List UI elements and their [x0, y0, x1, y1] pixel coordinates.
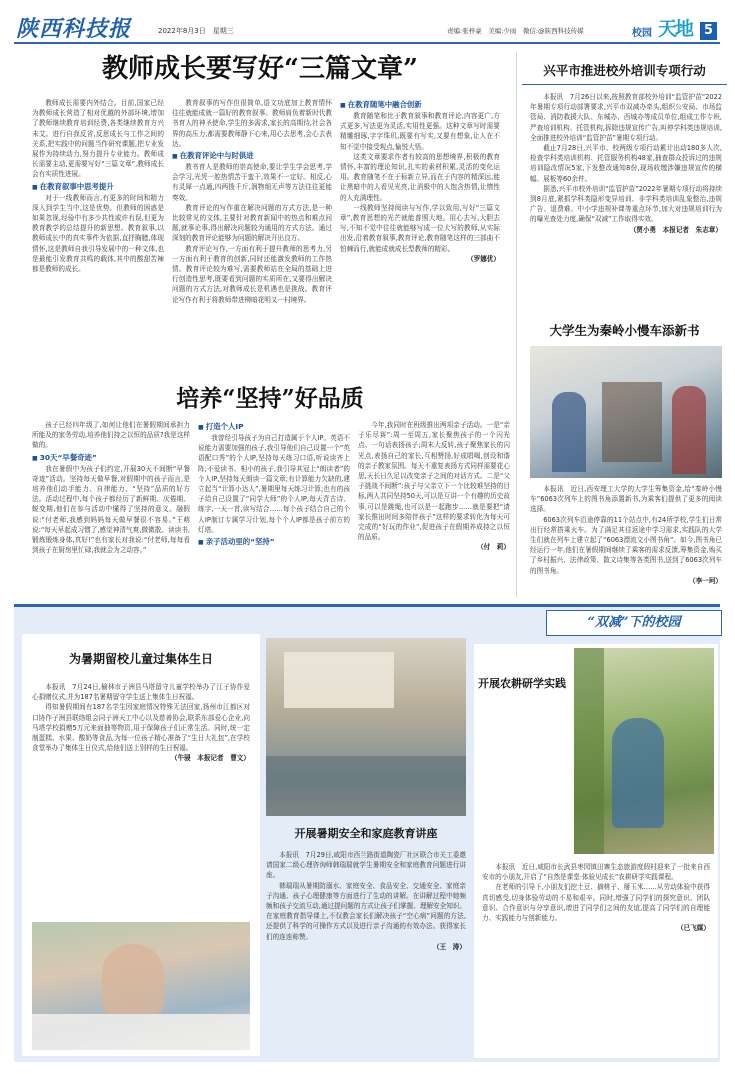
- paragraph: 截止7月28日,兴平市、校两级专项行动累计出动180多人次,检查学科类培训机构、托管服务机构48家,抽查群众投诉过的违规培训隐改情况5家,下发整改通知8份,现场收缴涉嫌违规宣传的横幅、展板等60余件。: [530, 144, 722, 183]
- screen-shape: [284, 652, 394, 708]
- student-figure: [672, 386, 706, 474]
- issue-date: 2022年8月3日 星期三: [158, 27, 234, 35]
- corn-plant: [574, 648, 604, 854]
- paragraph: 我曾经引导孩子为自己打造属于个人IP。英语不说能力需要加强的孩子,我引导他们自己设置一个“英语配口秀”的个人IP,坚持每天练习口语,听说读齐上阵;不爱读书、相小的孩子,我引导其冠上“朗读者”的个人IP,坚持每天朗读一篇文章;有计算能力欠缺的,建立起当“计算小达人”,暑期里每天练习计算;也有的孩子给自己设置了“同学大师”的个人IP,每天背古诗、练字,一天一首,读写结合……每个孩子结合自己的个人IP制订专属学习计划,每个个人IP都是孩子前方的灯塔。: [198, 434, 350, 534]
- paragraph: 教师成长需要内外结合。目前,国家已经为教师成长营造了相对优越的外部环境,增加了教师继续教育培训经费,各类继续教育方兴未艾。进行自我反省,反思成长与工作之间的关系,把实践中的问题当作研究课题,把专业发展作为持续动力,努力提升专业能力。教师成长需要主动,更需要写好“三篇文章”,教师成长会有实质性进展。: [32, 99, 164, 179]
- subheading: ■ 亲子活动里的“坚持”: [198, 536, 350, 548]
- paragraph: 本报讯 7月26日以来,按照教育部校外培训“监管护苗”2022年暑期专项行动部署要求,兴平市双减办牵头,组织公安局、市场监管局、消防救援大队、东城办、西城办等成员单位,组成工作专班,严查培训机构、托管机构,拆除违规宣传广告,叫停学科类违规培训,全面推进校外培训“监管护苗”暑期专项行动。: [530, 93, 722, 142]
- paragraph: 韩瑞瑞从暑期防溺水、家庭安全、食品安全、交通安全、家庭亲子沟通、孩子心理健康等方面进行了生动的讲解。在讲解过程中她频频和孩子交流互动,通过提问题的方式让孩子们掌握、理解安全知识。在家庭教育指导课上,不仅教会家长们解决孩子“空心病”问题的方法,还提供了科学的可操作方式以及进行亲子沟通的有效办法。获得家长们的连连称赞。: [266, 881, 466, 941]
- paragraph: 教书育人是教师的崇高使命,要让学生学会思考,学会学习,光凭一腔热情苦干蛮干,效果不一定好。相反,心有灵犀一点通,四两拨千斤,润物细无声等方法往往更能奏效。: [172, 163, 332, 202]
- section-tag-double-reduction: “双减”下的校园: [546, 610, 722, 636]
- headline-train-books: 大学生为秦岭小慢车添新书: [549, 323, 700, 338]
- paragraph: 本报讯 近日,西安理工大学的大学生筹集资金,给“秦岭小慢车”6063次列车上的图书角添置新书,为乘客们提供了更多的阅读选择。: [530, 485, 722, 514]
- paragraph: 6063次列车沿途停靠的11个站点中,有24所学校,学生们日常出行经常搭乘火车。为了满足其往返途中学习需求,实践队的大学生们就在列车上建立起了“6063漂流文小图书角”。如今,图书角已经运行一年,他们在暑假期间继续了乘客的需求反馈,筹集资金,购买了乡村振兴、法律政策、散文诗集等各类图书,送到了6063次列车的图书角。: [530, 515, 722, 575]
- bookshelf-shape: [602, 382, 662, 462]
- article-birthday: [32, 682, 250, 914]
- page-number: 5: [700, 22, 717, 40]
- lecture-photo: [266, 638, 466, 816]
- byline: （李一珂）: [689, 576, 722, 585]
- section-label-large: 天地: [658, 18, 693, 40]
- headline-underline: [522, 84, 727, 85]
- subheading: ■ 在教育叙事中思考提升: [32, 181, 164, 193]
- farming-panel: [474, 644, 718, 1058]
- column-divider: [516, 52, 517, 597]
- paragraph: 得知暑假期间有187名学生因家庭情况特殊无法回家,扬州市江都区对口协作子洲县联络组会同子洲天工中心以及慈善协会,联系东部爱心企业,向马塔学校捐赠5万元来面抽等物资,用于保障孩子们正常生活。同时,统一定制蛋糕、水果、酸奶等食品,为每一位孩子精心准备了“生日大礼包”,在学校食堂举办了集体生日仪式,给他们送上别样的生日祝福。: [32, 703, 250, 753]
- headline-safety-lecture: 开展暑期安全和家庭教育讲座: [294, 827, 438, 840]
- byline: （付 莉）: [477, 543, 510, 552]
- headline-persistence: 培养“坚持”好品质: [176, 385, 364, 412]
- byline: （已飞媒）: [677, 924, 710, 933]
- subheading: ■ 30天“早餐奇迹”: [32, 452, 190, 464]
- paragraph: 教育随笔和比于教育叙事和教育评论,内容更广,方式更多,写法更为灵活,实用性更强。这种文章写时需要精雕细琢,字字珠玑,既要有写实,又要有想象,让人在不知不觉中接受观点,愉悦大悟。: [340, 112, 500, 151]
- paragraph: 本报讯 近日,咸阳市长武县枣园镇田寨生态旅游度假村迎来了一批来自西安市的小朋友,开启了“自然是课堂·体验见成长”农耕研学实践课程。: [482, 863, 710, 882]
- paragraph: 孩子已经四年级了,如何让他们在暑假期间承担力所能及的家务劳动,培养他们持之以恒的品质?我是这样做的。: [32, 421, 190, 450]
- headline-xingping: 兴平市推进校外培训专项行动: [543, 63, 706, 78]
- masthead-rule: [14, 42, 720, 44]
- article-xingping: [530, 92, 722, 358]
- masthead: [0, 0, 735, 46]
- byline: （贾小勇 本报记者 朱志章）: [629, 225, 722, 234]
- subheading: ■ 打造个人IP: [198, 421, 350, 433]
- subheading: ■ 在教育评论中与时俱进: [172, 150, 332, 162]
- article-farming: [482, 862, 710, 1052]
- article-train-books: [530, 484, 722, 592]
- paragraph: 教育叙事的写作但很简单,语文功底加上教育情怀往往就能成就一篇好的教育叙事。教师肩负着新时代教书育人的神圣使命,学生的多需求,家长的高期待,社会各界的高压力,都需要教师静下心来,用心去思考,会心去表达。: [172, 99, 332, 148]
- table-shape: [32, 1014, 250, 1050]
- paragraph: 本报讯 7月29日,咸阳市西兰路街道陶瓷厂社区联合市关工委邀请国家二级心理咨询师韩瑞瑞就学生暑期安全和家庭教育问题进行讲座。: [266, 851, 466, 880]
- headline-birthday: 为暑期留校儿童过集体生日: [68, 652, 213, 666]
- student-figure: [552, 392, 586, 472]
- farming-photo: [574, 648, 714, 854]
- train-library-photo: [530, 346, 722, 478]
- byline: （牛骎 本报记者 曹文）: [170, 754, 250, 763]
- paragraph: 据悉,兴平市校外培训“监管护苗”2022年暑期专项行动将持续到8月底,紧抓学科类隐形变异培训、非学科类培训乱象整治,违规广告、退费难、中小学违规补课等重点环节,加大对违规培训行为的曝光查处力度,确保“双减”工作取得实效。: [530, 184, 722, 224]
- paragraph: 我在暑假中为孩子们约定,开展30天不间断“早餐奇迹”活动。坚持每天做早餐,对假期中的孩子而言,是培养他们动手能力、自律能力、“坚持”品质的好方法。活动过程中,每个孩子都经历了新鲜期、厌倦期、蜕变期,他们在参与活动中懂得了坚持的意义。融假说:“付老师,我感到妈妈每天做早餐很不容易。”王萌说:“每天早起成习惯了,感觉神清气爽,微微散、读读书,锻炼锻炼身体,真好!”也有家长对我说:“付老师,每每看到孩子在厨房里忙碌,我就会为之动容。”: [32, 464, 190, 555]
- byline: （王 涛）: [433, 942, 466, 951]
- paragraph: 一线教师坚持阅读与写作,学以致用,写好“三篇文章”,教育思想的光芒就能普照大地。用心去写,大胆去写,不知不觉中往往就能够写成一位大写的教师,从实际出发,沿着教育叙事,教育评论,教育随笔这样的三部曲不怕棘而行,就能成就成长型教师的精彩。: [340, 203, 500, 253]
- paragraph: 今年,我同时在班级推出两项亲子活动。一是“亲子乐尽赛”:周一至周五,家长聚焦孩子的一个闪光点、一句话表扬孩子;周末大反转,孩子聚焦家长的闪光点,表扬自己的家长,互相赞扬,好成唱喝,创设和谐的亲子教家氛围。每天不重复表扬方式同样需要花心思,天长日久足以改变亲子之间的对话方式。二是“父子挑战不间断”:孩子与父亲立下一个比较难坚持的目标,两人共同坚持50天,可以是互讲一个有趣的历史故事,可以是跳绳,也可以是一起跑步……就是要把“请家长推出时间多陪伴孩子”这样的要求转化为每天可完成的“好玩的作业”,促进孩子在假期养成持之以恒的品质。: [358, 421, 510, 542]
- paragraph: 在老师的引导下,小朋友们挖土豆、摘桃子、掰玉米……从劳动体验中获得真切感受,切身体验劳动的不易和艰辛。同时,增强了同学们的探究意识、团队意识、合作意识与分享意识,增进了同学们之间的友谊,提高了同学们的自理能力、实践能力与创新能力。: [482, 883, 710, 923]
- subheading: ■ 在教育随笔中融合创新: [340, 99, 500, 111]
- newspaper-name: 陕西科技报: [16, 16, 132, 42]
- article-safety-lecture: [266, 850, 466, 1054]
- article-persistence-col2: [198, 420, 350, 598]
- paragraph: 教育评论写作,一方面有利于提升教师的思考力,另一方面有利于教育的创新,同时还能激发教师的工作热情。教育评论较为难写,需要教师站在全局的基础上进行创造性思考,既要看到问题的实质所在,又要得出解决问题的方式方法,对教师成长是机遇也是挑战。教育评论写作有利于将教师带进柳暗花明又一村境界。: [172, 244, 332, 304]
- paragraph: 教育评论的写作重在解决问题的方式方法,是一种比较常见的文体,主要针对教育新闻中的热点和难点问题,就事论事,得出解决问题较为通用的方式方法。通过深刻的教育评论能够为问题的解决开出良方。: [172, 203, 332, 243]
- article-persistence-col3: [358, 420, 510, 598]
- headline-farming: 开展农耕研学实践: [478, 677, 566, 690]
- section-label: 校园: [632, 28, 652, 39]
- audience-shape: [266, 756, 466, 816]
- paragraph: 对于一线教师而言,有更多的时间和精力深入到学生当中,这是优势。但教师的困惑是如果忽视,经验中有多少共性或许有误,但更为教育教学的总结提升的新思想。教育叙事,以教师成长中的真实事件为依据,直抒胸臆,体现情怀,这是教师自我引导发展中的一种文体,也是最能引发教育共鸣的载体,其中的酸甜苦辣都是教师的成长。: [32, 193, 164, 274]
- child-figure: [102, 944, 164, 1014]
- byline: （罗娜优）: [467, 254, 500, 263]
- paragraph: 本报讯 7月24日,榆林市子洲县马塔留守儿童学校举办了江子协作爱心捐赠仪式,并为187名暑期留守学生送上集体生日祝福。: [32, 683, 250, 702]
- child-figure: [612, 718, 664, 828]
- article-persistence-col1: [32, 420, 190, 598]
- birthday-panel: [22, 634, 260, 1056]
- paragraph: 这类文章要求作者有较高的思想境界,积极的教育情怀,丰富的理论知识,扎实的素材积累,灵活的变化运用。教育随笔不在于标新立异,而在于内容的精深远,能让黑暗中的人看见光亮,让消极中的人饱含热情,让惰性的人充满理性。: [340, 152, 500, 202]
- birthday-photo: [32, 922, 250, 1050]
- headline-teacher-growth: 教师成长要写好“三篇文章”: [102, 54, 418, 84]
- editor-info: 责编:张梓豪 美编:少雨 微信:@陕西科技传媒: [447, 27, 584, 35]
